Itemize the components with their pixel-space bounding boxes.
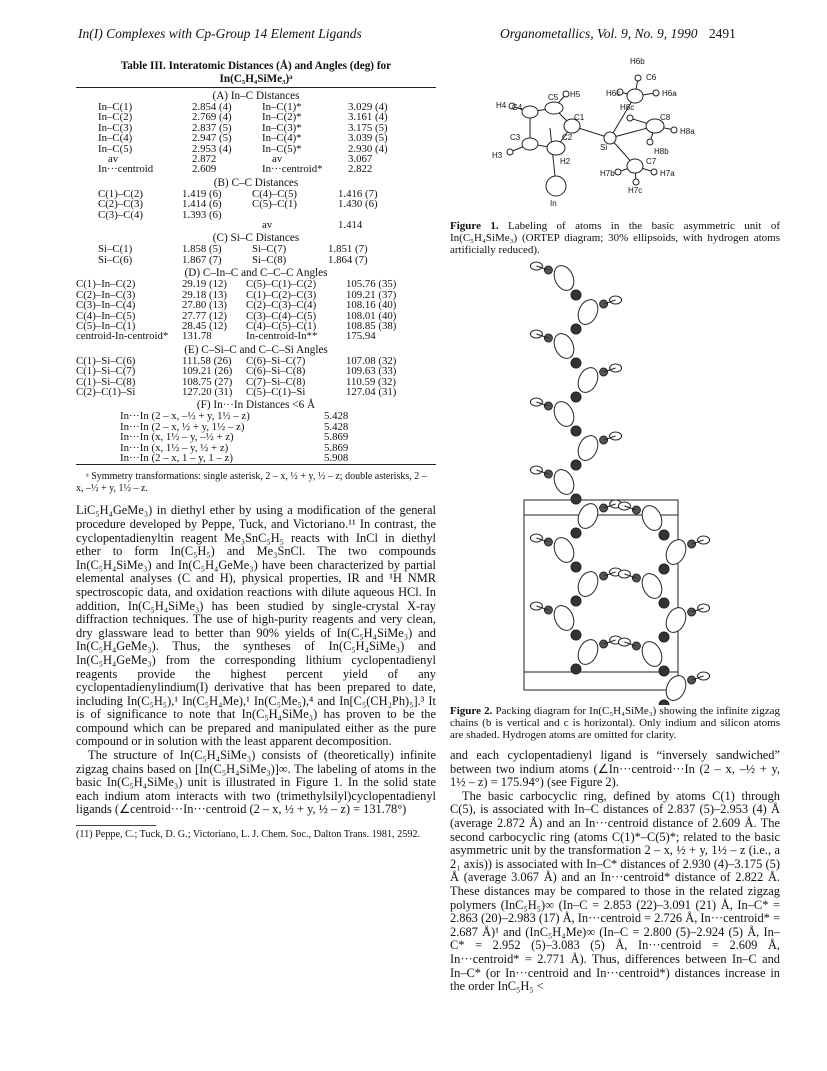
cp-ring — [662, 672, 689, 703]
table-section-title: (E) C–Si–C and C–C–Si Angles — [184, 343, 328, 356]
table-cell: In···centroid — [98, 163, 154, 176]
atom-label: C1 — [574, 113, 585, 122]
table-cell: 109.21 (26) — [182, 365, 233, 378]
page-number: 2491 — [708, 26, 736, 41]
table-cell: C(2)–C(1)–Si — [76, 385, 136, 398]
table-cell: C(6)–Si–C(7) — [246, 354, 306, 367]
atom-label: H8a — [680, 127, 695, 136]
cp-ring — [550, 330, 577, 361]
table-cell: 109.63 (33) — [346, 365, 397, 378]
cp-ring — [638, 638, 665, 669]
table-cell: 1.864 (7) — [328, 253, 368, 266]
table-cell: 5.908 — [324, 451, 349, 464]
table-cell: 110.59 (32) — [346, 375, 396, 388]
table-cell: 108.16 (40) — [346, 299, 397, 312]
table-cell: 3.161 (4) — [348, 111, 388, 124]
table-cell: In–C(1) — [98, 101, 133, 113]
table-cell: av — [108, 153, 119, 166]
indium-atom — [659, 632, 669, 642]
table-cell: 5.869 — [324, 431, 349, 444]
table-row — [98, 199, 402, 209]
table-cell: In–C(3) — [98, 121, 133, 134]
atom-label: H7b — [600, 169, 615, 178]
atom-label: H8c — [620, 103, 635, 112]
figure-1-caption — [450, 220, 780, 256]
table-caption-line1: Table III. Interatomic Distances (Å) and Angles (deg) for — [120, 60, 392, 72]
table-cell: In···In (x, 1½ – y, –½ + z) — [120, 431, 234, 444]
atom-label: C3 — [510, 133, 521, 142]
table-cell: Si–C(7) — [252, 243, 287, 256]
table-cell: C(2)–C(3)–C(4) — [246, 299, 317, 312]
table-cell: 1.867 (7) — [182, 253, 222, 266]
table-cell: C(4)–In–C(5) — [76, 309, 136, 322]
table-cell: 127.04 (31) — [346, 385, 397, 398]
indium-atom — [571, 392, 581, 402]
table-section-title: (D) C–In–C and C–C–C Angles — [184, 267, 328, 280]
atom-label: H8b — [654, 147, 669, 156]
indium-atom — [571, 562, 581, 572]
atom-label: H6c — [606, 89, 621, 98]
table-cell: 105.76 (35) — [346, 278, 397, 291]
table-cell: 2.769 (4) — [192, 111, 232, 124]
table-section-title: (B) C–C Distances — [213, 176, 299, 189]
table-cell: In–C(1)* — [262, 101, 302, 113]
paragraph: LiC₅H₄GeMe₃) in diethyl ether by using a modification of the general procedure developed by Peppe, Tuck, and Victoriano.¹¹ In contrast, the cyclopentadienyltin reagent Me₃SnC₅H₅ reacts with InCl in diethyl ether to form In(C₅H₅) and Me₃SnCl. The two compounds In(C₅H₄SiMe₃) and In(C₅H₄GeMe₃) have been characterized by partial elemental analyses (C and H), physical properties, IR and ¹H NMR spectroscopic data, and oxidation reactions with dilute aqueous HCl. In addition, In(C₅H₄SiMe₃) has been studied by single-crystal X-ray diffraction techniques. The use of high-purity reagents and very clean, dry glassware lead to better than 90% yields of In(C₅H₄SiMe₃) and In(C₅H₄GeMe₃). Thus, the syntheses of In(C₅H₄SiMe₃) and In(C₅H₄GeMe₃) from the corresponding lithium cyclopentadienyl reagents provide the highest percent yield of any cyclopentadienylindium(I) derivative that has been prepared to date, including In(C₅H₅),¹ In(C₅H₄Me),¹ In(C₅Me₅),⁴ and In[C₅(CH₂Ph)₅].³ It is of significance to note that In(C₅H₄SiMe₃) has proven to be the compound which can be prepared and manipulated either as the pure compound or in solution with the least apparent decomposition. — [76, 503, 436, 749]
table-cell: 109.21 (37) — [346, 288, 397, 301]
table-cell: Si–C(8) — [252, 253, 287, 266]
table-cell: C(2)–In–C(3) — [76, 288, 136, 301]
table-cell: 27.80 (13) — [182, 299, 227, 312]
silicon-atom — [600, 436, 608, 444]
indium-atom — [659, 530, 669, 540]
table-cell: C(3)–C(4) — [98, 208, 143, 221]
table-section-title: (F) In···In Distances <6 Å — [196, 399, 316, 412]
cp-ring — [638, 502, 665, 533]
silicon-atom — [688, 608, 696, 616]
table-cell: 28.45 (12) — [182, 319, 227, 332]
left-column — [76, 50, 436, 840]
silicon-atom — [688, 676, 696, 684]
table-cell: av — [272, 153, 283, 166]
table-cell: 2.947 (5) — [192, 132, 232, 145]
silicon-atom — [632, 506, 640, 514]
table-cell: 1.858 (5) — [182, 243, 222, 256]
table-cell: 3.039 (5) — [348, 132, 388, 145]
atom-label: H7c — [628, 186, 643, 195]
table-cell: C(5)–C(1)–Si — [246, 385, 306, 398]
table-caption — [76, 60, 436, 85]
cp-ring — [574, 500, 601, 531]
ortep-diagram — [450, 50, 780, 220]
atom-label: C6 — [646, 73, 657, 82]
figure-2-caption — [450, 705, 780, 741]
table-section — [98, 244, 392, 265]
cp-ring — [574, 296, 601, 327]
table-section — [98, 102, 412, 175]
table-row — [98, 220, 402, 230]
table-cell: 2.930 (4) — [348, 142, 388, 155]
indium-atom — [659, 666, 669, 676]
table-cell: C(3)–In–C(4) — [76, 299, 136, 312]
table-row — [76, 331, 410, 341]
table-cell: In–C(2)* — [262, 111, 302, 124]
table-cell: C(1)–C(2)–C(3) — [246, 288, 317, 301]
silicon-atom — [544, 334, 552, 342]
table-row — [98, 255, 392, 265]
table-cell: In···In (x, 1½ – y, ½ + z) — [120, 441, 229, 454]
cp-ring — [662, 604, 689, 635]
right-column — [450, 50, 780, 994]
table-section — [76, 356, 410, 398]
table-footnote: ᵃ Symmetry transformations: single asterisk, 2 – x, ½ + y, ½ – z; double asterisks, 2 – x, –½ + y, 1½ – z. — [76, 471, 427, 494]
table-cell: C(7)–Si–C(8) — [246, 375, 306, 388]
table-cell: 175.94 — [346, 330, 376, 343]
atom-label: H3 — [492, 151, 503, 160]
indium-atom — [571, 324, 581, 334]
table-cell: In–C(5)* — [262, 142, 302, 155]
table-row — [76, 300, 410, 310]
table-cell: C(1)–C(2) — [98, 187, 143, 200]
table-cell: C(5)–In–C(1) — [76, 319, 136, 332]
table-cell: C(3)–C(4)–C(5) — [246, 309, 317, 322]
indium-atom — [571, 358, 581, 368]
table-cell: C(6)–Si–C(8) — [246, 365, 306, 378]
indium-atom — [659, 700, 669, 705]
silicon-atom — [688, 540, 696, 548]
silicon-atom — [544, 538, 552, 546]
table-cell: 1.414 — [338, 219, 363, 232]
table-cell: 2.609 — [192, 163, 217, 176]
atom-label: In — [550, 199, 557, 208]
table-cell: 107.08 (32) — [346, 354, 397, 367]
paragraph: The structure of In(C₅H₄SiMe₃) consists of (theoretically) infinite zigzag chains based on [In(C₅H₄SiMe₃)]∞. The labeling of atoms in the basic In(C₅H₄SiMe₃) unit is illustrated in Figure 1. In the solid state each indium atom interacts with two (trimethylsilyl)cyclopentadienyl ligands (∠centroid···In···centroid (2 – x, ½ + y, ½ – z) = 131.78°) — [76, 748, 436, 817]
cp-ring — [574, 636, 601, 667]
table-cell: av — [262, 219, 273, 232]
indium-atom — [571, 596, 581, 606]
table-cell: 127.20 (31) — [182, 385, 233, 398]
table-cell: 2.872 — [192, 153, 217, 166]
indium-atom — [571, 630, 581, 640]
running-head-left: In(I) Complexes with Cp-Group 14 Element Ligands — [78, 26, 362, 41]
table-cell: 2.854 (4) — [192, 101, 232, 113]
atom-label: H6b — [630, 57, 645, 66]
indium-atom — [571, 528, 581, 538]
table-cell: 3.067 — [348, 153, 373, 166]
atom-label: C5 — [548, 93, 559, 102]
table-section — [98, 189, 402, 231]
atom-label: H4 — [496, 101, 507, 110]
table-cell: In–C(5) — [98, 142, 133, 155]
silicon-atom — [632, 642, 640, 650]
table-cell: In–C(4)* — [262, 132, 302, 145]
figure-2-label: Figure 2. — [450, 705, 493, 717]
table-cell: In···In (2 – x, 1 – y, 1 – z) — [120, 451, 233, 464]
table-cell: 1.851 (7) — [328, 243, 368, 256]
table-cell: 1.414 (6) — [182, 198, 222, 211]
table-cell: In–C(4) — [98, 132, 133, 145]
silicon-atom — [544, 606, 552, 614]
table-section-title: (C) Si–C Distances — [212, 232, 300, 245]
cp-ring — [638, 570, 665, 601]
cp-ring — [550, 602, 577, 633]
table-cell: C(4)–C(5)–C(1) — [246, 319, 317, 332]
figure-1-label: Figure 1. — [450, 220, 499, 232]
silicon-atom — [632, 574, 640, 582]
atom-label: C8 — [660, 113, 671, 122]
table-cell: 131.78 — [182, 330, 212, 343]
table-cell: In···In (2 – x, –½ + y, 1½ – z) — [120, 410, 250, 423]
silicon-atom — [544, 266, 552, 274]
table-cell: 111.58 (26) — [182, 354, 232, 367]
cp-ring — [550, 262, 577, 293]
table-cell: C(4)–C(5) — [252, 187, 297, 200]
table-row — [76, 387, 410, 397]
table-cell: 108.01 (40) — [346, 309, 397, 322]
table-cell: C(1)–Si–C(6) — [76, 354, 136, 367]
reference-separator — [76, 825, 156, 826]
cp-ring — [574, 364, 601, 395]
running-head-right — [500, 26, 736, 42]
table-cell: 29.19 (12) — [182, 278, 227, 291]
silicon-atom — [600, 368, 608, 376]
cp-ring — [662, 536, 689, 567]
silicon-atom — [600, 572, 608, 580]
atom-label: C2 — [562, 133, 573, 142]
table-cell: 27.77 (12) — [182, 309, 227, 322]
table-cell: In···In (2 – x, ½ + y, 1½ – z) — [120, 420, 245, 433]
atom-label: C4 — [512, 103, 523, 112]
table-cell: 5.428 — [324, 420, 349, 433]
atom-label: H5 — [570, 90, 581, 99]
journal-citation: Organometallics, Vol. 9, No. 9, 1990 — [500, 26, 698, 41]
table-cell: centroid-In-centroid* — [76, 330, 169, 343]
indium-atom — [571, 494, 581, 504]
reference-11: (11) Peppe, C.; Tuck, D. G.; Victoriano, L. J. Chem. Soc., Dalton Trans. 1981, 2592. — [76, 829, 421, 841]
table-cell — [98, 220, 182, 230]
table-cell: Si–C(6) — [98, 253, 133, 266]
paragraph: and each cyclopentadienyl ligand is “inversely sandwiched” between two indium atoms (∠In···centroid···In (2 – x, –½ + y, 1½ – z) = 175.94°) (see Figure 2). — [450, 748, 780, 790]
table-section — [120, 411, 378, 463]
figure-2-packing-diagram — [450, 260, 780, 705]
cp-ring — [550, 534, 577, 565]
packing-diagram — [450, 260, 780, 705]
table-cell: 108.85 (38) — [346, 319, 397, 332]
silicon-atom — [600, 300, 608, 308]
figure-1-ortep — [450, 50, 780, 220]
table-row — [120, 453, 378, 463]
table-cell: C(5)–C(1) — [252, 198, 297, 211]
table-row — [120, 432, 378, 442]
indium-atom — [659, 598, 669, 608]
atom-label: H6a — [662, 89, 677, 98]
table-cell: 108.75 (27) — [182, 375, 233, 388]
cp-ring — [574, 568, 601, 599]
atom-label: H7a — [660, 169, 675, 178]
table-cell: In-centroid-In** — [246, 330, 318, 343]
table-cell: Si–C(1) — [98, 243, 133, 256]
data-table — [76, 90, 436, 463]
table-cell: 29.18 (13) — [182, 288, 227, 301]
silicon-atom — [600, 640, 608, 648]
atom-label: H2 — [560, 157, 571, 166]
figure-2-caption-text: Packing diagram for In(C₅H₄SiMe₃) showing the infinite zigzag chains (b is vertical and c is horizontal). Only indium and silicon atoms are shaded. Hydrogen atoms are omitted for clarity. — [450, 705, 781, 741]
cp-ring — [550, 398, 577, 429]
indium-atom — [571, 290, 581, 300]
cp-ring — [550, 466, 577, 497]
indium-atom — [571, 426, 581, 436]
atom-label: C7 — [646, 157, 657, 166]
table-cell: 5.869 — [324, 441, 349, 454]
silicon-atom — [600, 504, 608, 512]
table-cell: 2.837 (5) — [192, 121, 232, 134]
body-text-left — [76, 504, 436, 817]
table-cell: In–C(3)* — [262, 121, 302, 134]
table-cell: 2.953 (4) — [192, 142, 232, 155]
atom-label: Si — [600, 143, 608, 152]
silicon-atom — [544, 470, 552, 478]
table-cell: C(5)–C(1)–C(2) — [246, 278, 317, 291]
indium-atom — [571, 460, 581, 470]
table-cell: C(1)–Si–C(8) — [76, 375, 136, 388]
table-bottom-rule — [76, 464, 436, 465]
table-row — [98, 164, 412, 174]
paragraph: The basic carbocyclic ring, defined by atoms C(1) through C(5), is associated with In–C distances of 2.837 (5)–2.953 (4) Å (average 2.872 Å) and an In···centroid distance of 2.609 Å. The second carbocyclic ring (atoms C(1)*–C(5)*; related to the basic asymmetric unit by the transformation 2 – x, ½ + y, 1½ – z (i.e., a 2₁ axis)) is associated with In–C* distances of 2.930 (4)–3.175 (5) Å (average 3.067 Å) and an In···centroid* distance of 2.822 Å. These distances may be compared to those in the related zigzag polymers (InC₅H₅)∞ (In–C = 2.853 (22)–3.091 (21) Å, In–C* = 2.863 (20)–2.983 (17) Å, In···centroid = 2.726 Å, In···centroid* = 2.687 Å)¹ and (InC₅H₄Me)∞ (In–C = 2.800 (5)–2.924 (5) Å, In–C* = 2.952 (5)–3.083 (5) Å, In···centroid = 2.609 Å, In···centroid* = 2.771 Å). Thus, differences between In–C and In–C* (or In···centroid and In···centroid*) distances increase in the order InC₅H₅ < — [450, 788, 780, 994]
table-cell: 3.029 (4) — [348, 101, 388, 113]
figure-1-caption-text: Labeling of atoms in the basic asymmetric unit of In(C₅H₄SiMe₃) (ORTEP diagram; 30% ellipsoids, with hydrogen atoms artificially reduced). — [450, 220, 780, 256]
table-section-title: (A) In–C Distances — [212, 90, 300, 102]
table-cell: C(1)–Si–C(7) — [76, 365, 136, 378]
table-cell: 1.393 (6) — [182, 208, 222, 221]
table-cell: 2.822 — [348, 163, 373, 176]
table-cell: C(1)–In–C(2) — [76, 278, 136, 291]
table-cell — [182, 220, 252, 230]
table-cell: In···centroid* — [262, 163, 323, 176]
cp-ring — [574, 432, 601, 463]
indium-atom — [659, 564, 669, 574]
table-cell: 3.175 (5) — [348, 121, 388, 134]
table-cell: 1.430 (6) — [338, 198, 378, 211]
indium-atom — [571, 664, 581, 674]
table-section — [76, 279, 410, 341]
table-row — [76, 366, 410, 376]
table-top-rule — [76, 87, 436, 88]
table-cell: 1.416 (7) — [338, 187, 378, 200]
table-cell: In–C(2) — [98, 111, 133, 124]
table-cell: 1.419 (6) — [182, 187, 222, 200]
table-cell: 5.428 — [324, 410, 349, 423]
silicon-atom — [544, 402, 552, 410]
table-caption-line2: In(C₅H₄SiMe₃)ᵃ — [219, 72, 293, 85]
body-text-right — [450, 749, 780, 994]
table-cell: C(2)–C(3) — [98, 198, 143, 211]
